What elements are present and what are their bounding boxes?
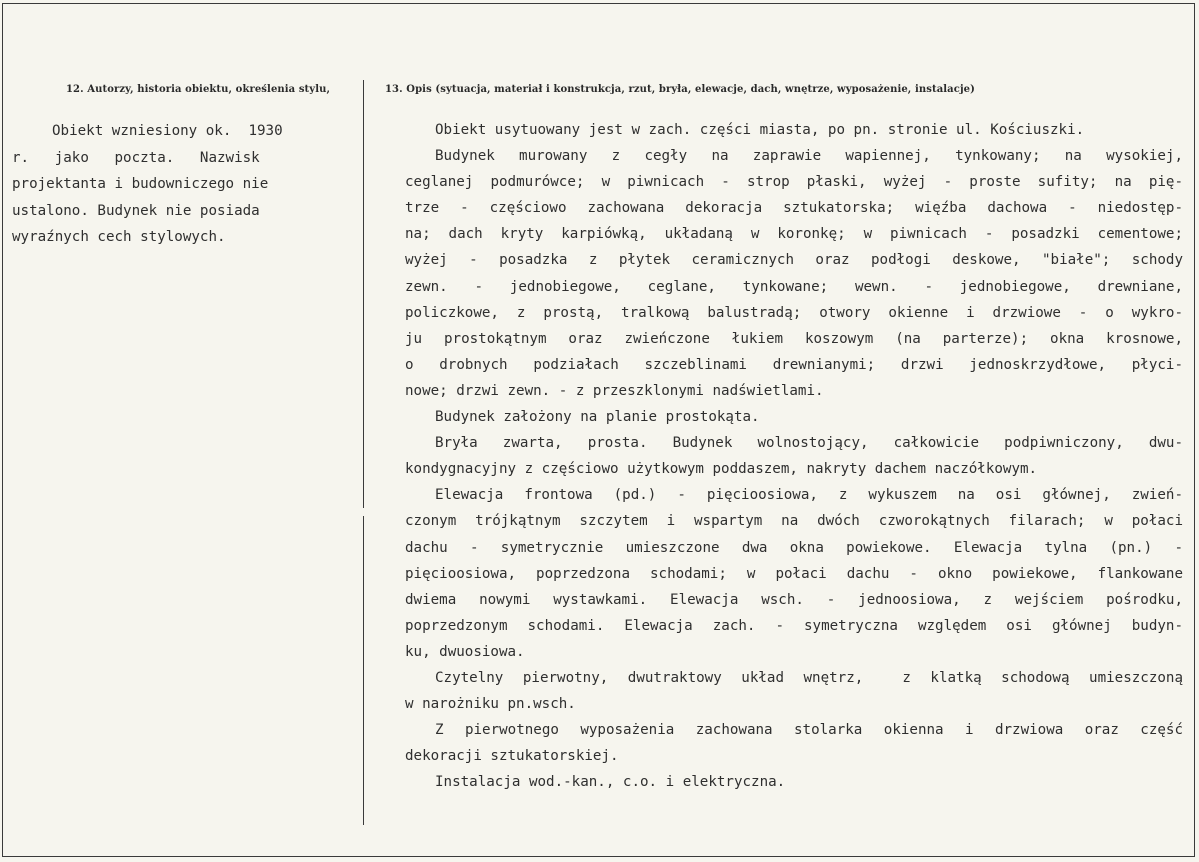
left-line: wyraźnych cech stylowych. [12,229,226,245]
desc-line: Instalacja wod.-kan., c.o. i elektryczna. [435,774,786,791]
desc-line: Obiekt usytuowany jest w zach. części miasta, po pn. stronie ul. Kościuszki. [435,122,1085,138]
desc-line: pięcioosiowa, poprzedzona schodami; w połaci dachu - okno powiekowe, flankowane [405,565,1183,582]
desc-line: ceglanej podmurówce; w piwnicach - strop płaski, wyżej - proste sufity; na pię- [405,174,1183,191]
left-line: projektanta i budowniczego nie [12,176,269,192]
left-line: r. jako poczta. Nazwisk [12,149,260,166]
desc-line: poprzedzonym schodami. Elewacja zach. - symetryczna względem osi głównej budyn- [405,617,1183,634]
left-line: ustalono. Budynek nie posiada [12,202,260,219]
divider-gap [361,508,367,516]
description-text [405,117,1183,795]
desc-line: Budynek założony na planie prostokąta. [435,409,760,426]
desc-line: Z pierwotnego wyposażenia zachowana stolarka okienna i drzwiowa oraz część [435,722,1183,739]
desc-line: Czytelny pierwotny, dwutraktowy układ wnętrz, z klatką schodową umieszczoną [435,669,1183,686]
desc-line: dekoracji sztukatorskiej. [405,748,619,765]
desc-line: trze - częściowo zachowana dekoracja sztukatorska; więźba dachowa - niedostęp- [405,200,1183,217]
authors-history-text [12,118,342,251]
desc-line: ku, dwuosiowa. [405,643,525,660]
column-divider [363,80,364,825]
desc-line: kondygnacyjny z częściowo użytkowym poddaszem, nakryty dachem naczółkowym. [405,461,1038,478]
desc-line: Bryła zwarta, prosta. Budynek wolnostojący, całkowicie podpiwniczony, dwu- [435,435,1183,452]
section-12-header: 12. Autorzy, historia obiektu, określenia stylu, [66,84,331,95]
desc-line: dachu - symetrycznie umieszczone dwa okna powiekowe. Elewacja tylna (pn.) - [405,539,1183,556]
left-line: Obiekt wzniesiony ok. 1930 [52,123,283,139]
desc-line: zewn. - jednobiegowe, ceglane, tynkowane; wewn. - jednobiegowe, drewniane, [405,278,1183,295]
desc-line: w narożniku pn.wsch. [405,696,576,713]
desc-line: na; dach kryty karpiówką, układaną w koronkę; w piwnicach - posadzki cementowe; [405,226,1183,243]
desc-line: czonym trójkątnym szczytem i wspartym na dwóch czworokątnych filarach; w połaci [405,513,1183,530]
desc-line: nowe; drzwi zewn. - z przeszklonymi nadświetlami. [405,382,824,399]
desc-line: dwiema nowymi wystawkami. Elewacja wsch. - jednoosiowa, z wejściem pośrodku, [405,591,1183,608]
desc-line: o drobnych podziałach szczeblinami drewnianymi; drzwi jednoskrzydłowe, płyci- [405,356,1183,373]
desc-line: ju prostokątnym oraz zwieńczone łukiem koszowym (na parterze); okna krosnowe, [405,330,1183,347]
desc-line: policzkowe, z prostą, tralkową balustradą; otwory okienne i drzwiowe - o wykro- [405,304,1183,321]
desc-line: Budynek murowany z cegły na zaprawie wapiennej, tynkowany; na wysokiej, [435,148,1183,165]
desc-line: Elewacja frontowa (pd.) - pięcioosiowa, z wykuszem na osi głównej, zwień- [435,487,1183,504]
section-13-header: 13. Opis (sytuacja, materiał i konstrukcja, rzut, bryła, elewacje, dach, wnętrze, wyposażenie, instalacje) [385,84,975,95]
desc-line: wyżej - posadzka z płytek ceramicznych oraz podłogi deskowe, "białe"; schody [405,252,1183,269]
